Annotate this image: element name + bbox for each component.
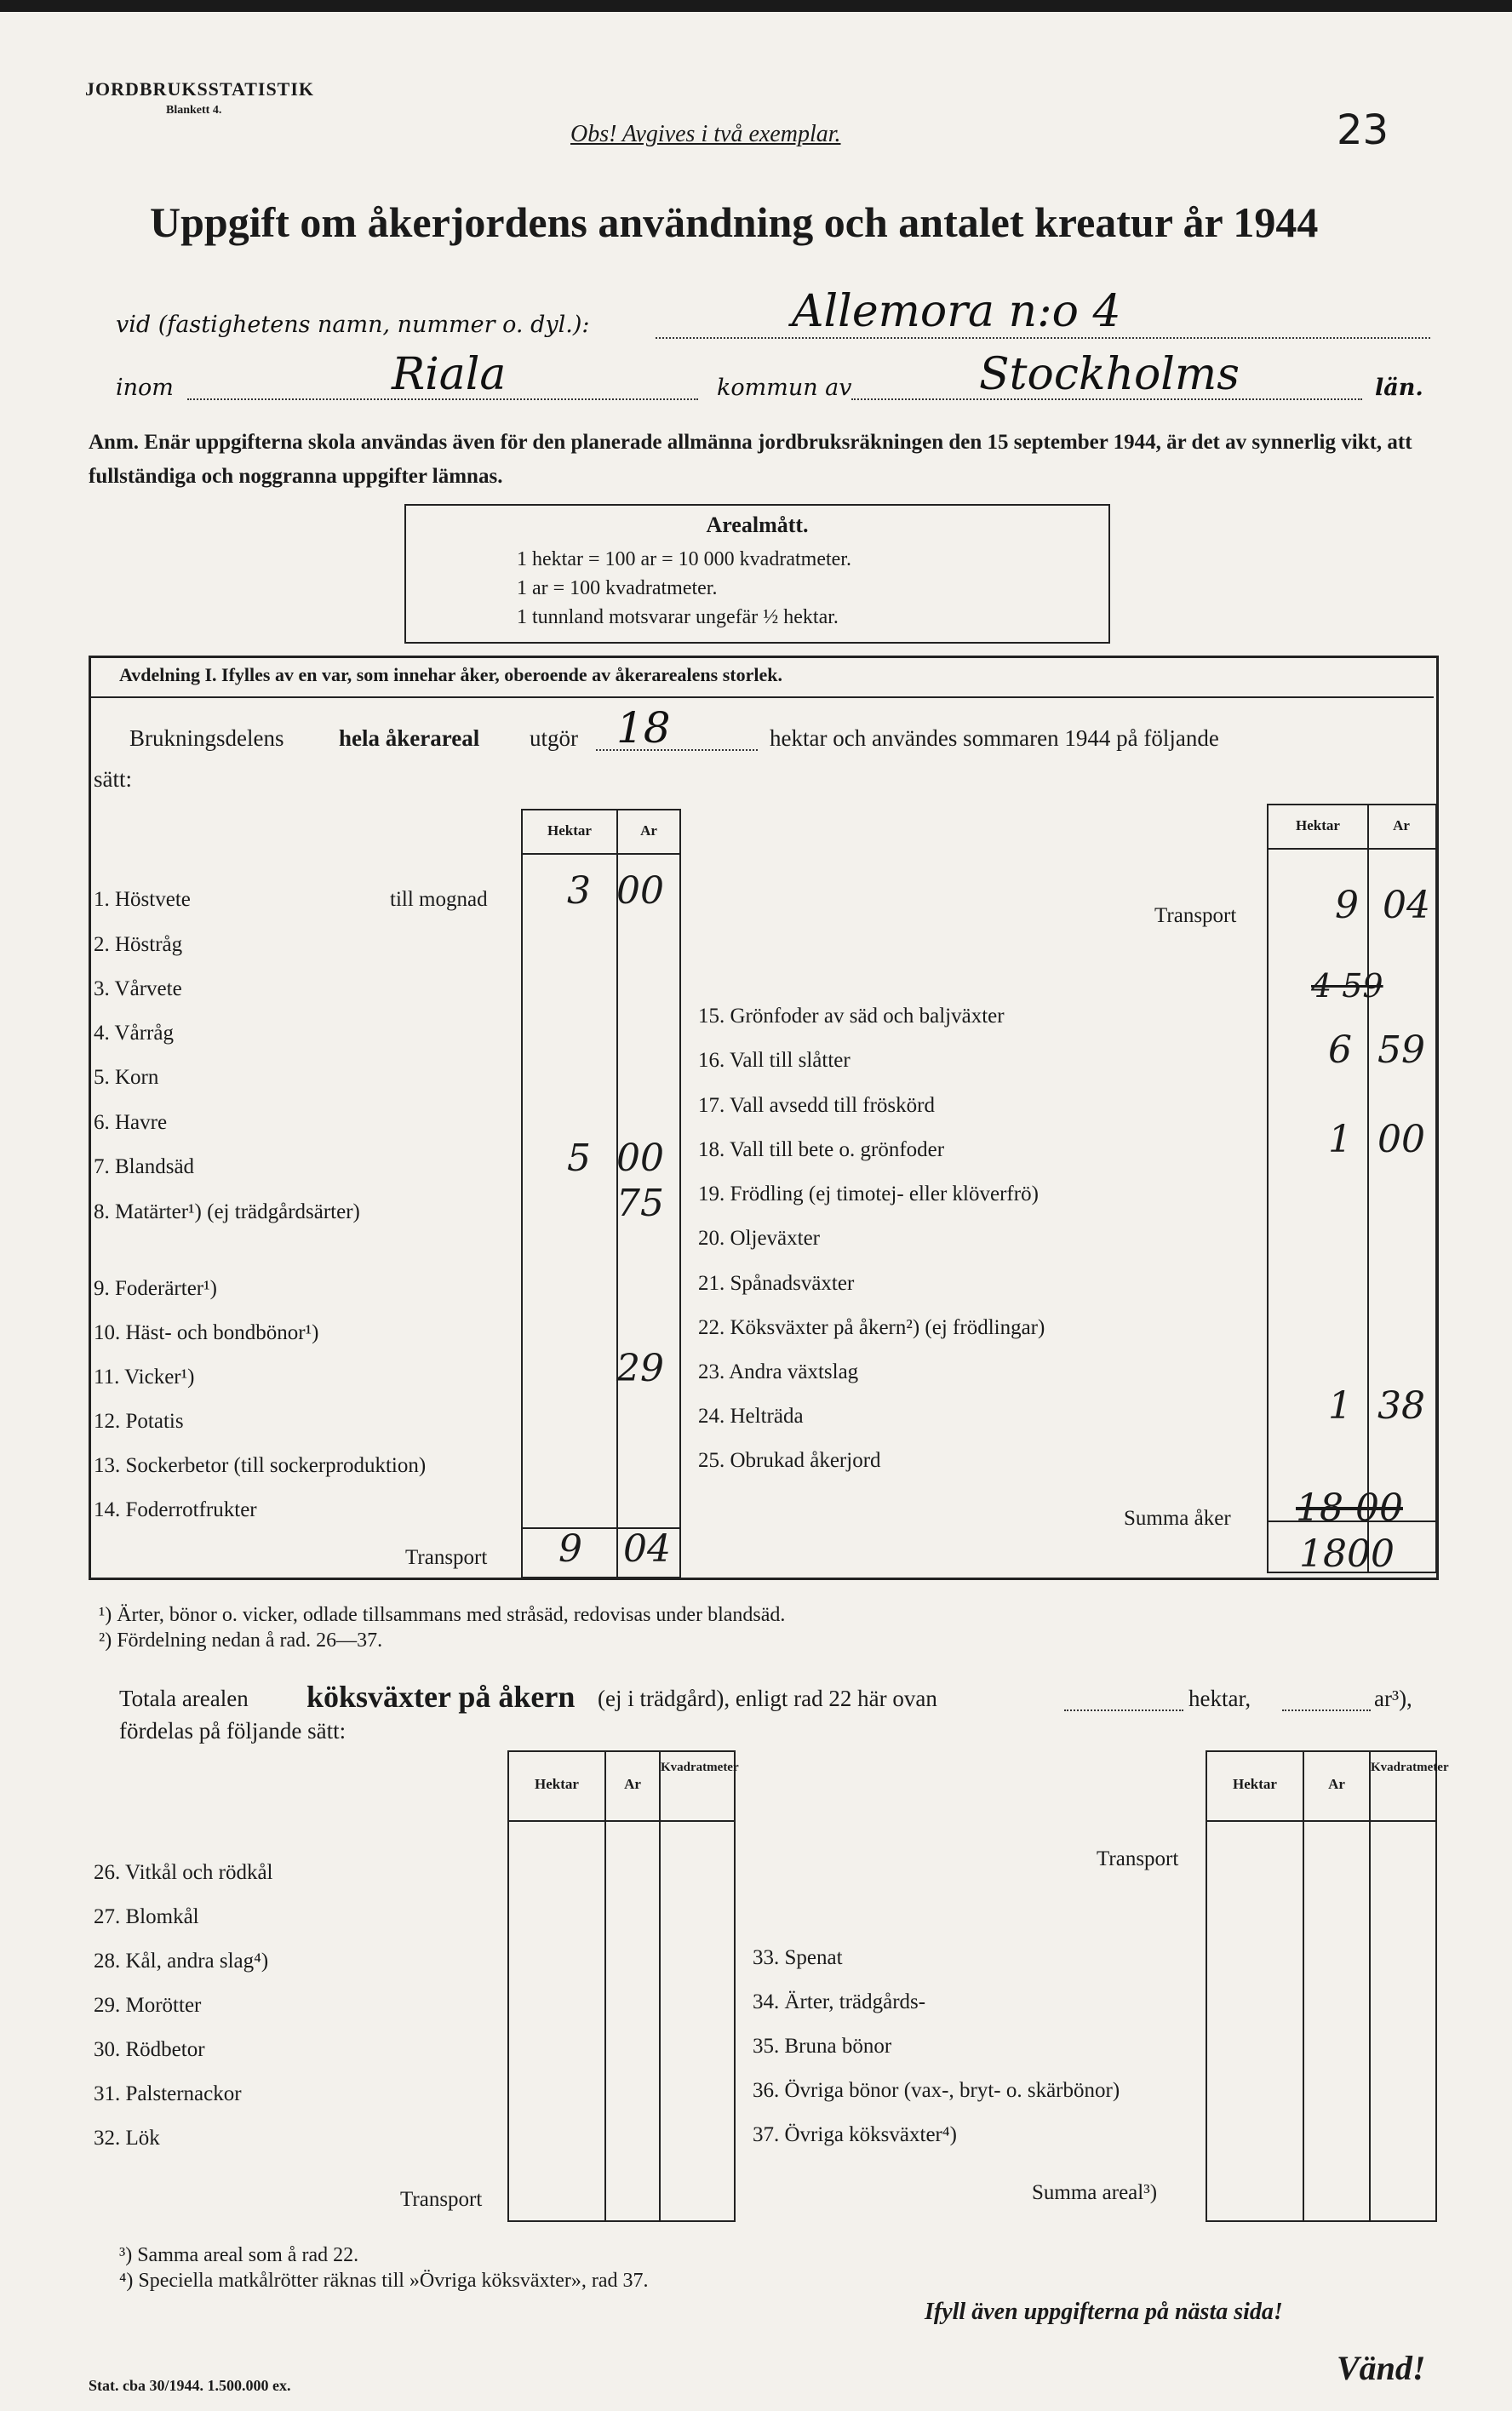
- summa-crossed: 18 00: [1296, 1486, 1403, 1530]
- table-row-label: 17. Vall avsedd till fröskörd: [698, 1094, 935, 1117]
- list-item: 35. Bruna bönor: [753, 2035, 892, 2058]
- right-crossed-value: 4 59: [1311, 967, 1383, 1005]
- kommun-label: kommun av: [717, 375, 852, 401]
- list-item: 28. Kål, andra slag⁴): [94, 1950, 269, 1973]
- form-id: Blankett 4.: [166, 104, 222, 117]
- intro-a: Brukningsdelens: [129, 725, 284, 751]
- till-mognad: till mognad: [390, 888, 488, 911]
- right-col-ar: Ar: [1393, 817, 1410, 833]
- ifyll-note: Ifyll även uppgifterna på nästa sida!: [925, 2299, 1283, 2325]
- table-row-label: 13. Sockerbetor (till sockerproduktion): [94, 1454, 427, 1477]
- vid-label: vid (fastighetens namn, nummer o. dyl.):: [116, 312, 590, 338]
- list-item: 26. Vitkål och rödkål: [94, 1861, 273, 1884]
- summa-value[interactable]: 1800: [1299, 1532, 1395, 1576]
- row-hektar-value[interactable]: 5: [567, 1137, 591, 1180]
- s2-hektar-line: [1064, 1709, 1183, 1711]
- vid-line: [656, 337, 1430, 339]
- arealmatt-line2: 1 ar = 100 kvadratmeter.: [517, 577, 718, 599]
- s2-right-col-kvm: Kvadratmeter: [1371, 1761, 1449, 1774]
- page-title: Uppgift om åkerjordens användning och antalet kreatur år 1944: [150, 198, 1319, 246]
- table-row-label: 24. Helträda: [698, 1405, 804, 1428]
- table-row-label: 21. Spånadsväxter: [698, 1272, 855, 1295]
- table-row-label: 10. Häst- och bondbönor¹): [94, 1321, 319, 1344]
- table-row-label: 11. Vicker¹): [94, 1366, 195, 1389]
- s2-intro-a: Totala arealen: [119, 1686, 249, 1711]
- footnote-4: ⁴) Speciella matkålrötter räknas till »Övriga köksväxter», rad 37.: [119, 2270, 649, 2292]
- table-row-label: 6. Havre: [94, 1111, 168, 1134]
- row-ar-value[interactable]: 29: [616, 1347, 664, 1390]
- intro-c: utgör: [530, 725, 578, 751]
- right-transport-hektar[interactable]: 9: [1335, 884, 1359, 927]
- s2-intro-e: ar³),: [1374, 1686, 1412, 1711]
- row-ar-value[interactable]: 59: [1377, 1028, 1425, 1072]
- s2-intro-f: fördelas på följande sätt:: [119, 1718, 346, 1744]
- vand-note: Vänd!: [1337, 2349, 1426, 2387]
- list-item: 36. Övriga bönor (vax-, bryt- o. skärbönor): [753, 2079, 1120, 2102]
- s2-left-col-kvm: Kvadratmeter: [661, 1761, 739, 1774]
- s2-left-table: [507, 1750, 739, 2222]
- table-row-label: 20. Oljeväxter: [698, 1227, 821, 1250]
- row-hektar-value[interactable]: 6: [1328, 1028, 1352, 1072]
- table-row-label: 4. Vårråg: [94, 1022, 174, 1045]
- s2-right-col-ar: Ar: [1328, 1776, 1345, 1792]
- list-item: 37. Övriga köksväxter⁴): [753, 2123, 957, 2146]
- arealmatt-line1: 1 hektar = 100 ar = 10 000 kvadratmeter.: [517, 548, 851, 570]
- footnote-3: ³) Samma areal som å rad 22.: [119, 2244, 359, 2266]
- left-transport-hektar[interactable]: 9: [558, 1527, 582, 1571]
- table-row-label: 18. Vall till bete o. grönfoder: [698, 1138, 945, 1161]
- list-item: 31. Palsternackor: [94, 2082, 242, 2105]
- arealmatt-line3: 1 tunnland motsvarar ungefär ½ hektar.: [517, 606, 839, 628]
- section1-title: Avdelning I. Ifylles av en var, som innehar åker, oberoende av åkerarealens storlek.: [119, 664, 782, 685]
- obs-note: Obs! Avgives i två exemplar.: [570, 121, 841, 147]
- inom-value[interactable]: Riala: [392, 349, 507, 400]
- table-row-label: 5. Korn: [94, 1066, 159, 1089]
- table-row-label: 7. Blandsäd: [94, 1155, 195, 1178]
- table-row-label: 15. Grönfoder av säd och baljväxter: [698, 1005, 1005, 1028]
- table-row-label: 8. Matärter¹) (ej trädgårdsärter): [94, 1200, 360, 1223]
- row-ar-value[interactable]: 38: [1377, 1384, 1425, 1428]
- form-number: 23: [1337, 106, 1389, 154]
- row-ar-value[interactable]: 00: [616, 1137, 664, 1180]
- left-col-hektar: Hektar: [547, 822, 592, 839]
- intro-b: hela åkerareal: [339, 725, 480, 751]
- table-row-label: 12. Potatis: [94, 1410, 184, 1433]
- s2-left-transport: Transport: [400, 2188, 483, 2211]
- footnote-1: ¹) Ärter, bönor o. vicker, odlade tillsammans med stråsäd, redovisas under blandsäd.: [99, 1604, 786, 1626]
- intro-e: sätt:: [94, 766, 132, 792]
- s2-intro-c: (ej i trädgård), enligt rad 22 här ovan: [598, 1686, 937, 1711]
- lan-label: län.: [1375, 375, 1423, 401]
- table-row-label: 1. Höstvete: [94, 888, 191, 911]
- table-row-label: 16. Vall till slåtter: [698, 1049, 850, 1072]
- list-item: 33. Spenat: [753, 1946, 843, 1969]
- s2-right-col-hektar: Hektar: [1233, 1776, 1277, 1792]
- list-item: 32. Lök: [94, 2127, 160, 2150]
- summa-label: Summa åker: [1124, 1507, 1231, 1530]
- table-row-label: 14. Foderrotfrukter: [94, 1498, 257, 1521]
- table-row-label: 25. Obrukad åkerjord: [698, 1449, 881, 1472]
- top-border: [0, 0, 1512, 12]
- s2-left-col-ar: Ar: [624, 1776, 641, 1792]
- s2-right-table: [1206, 1750, 1449, 2222]
- inom-label: inom: [116, 375, 174, 401]
- row-hektar-value[interactable]: 1: [1328, 1384, 1352, 1428]
- row-ar-value[interactable]: 75: [616, 1182, 664, 1225]
- arealmatt-box: [404, 504, 1110, 644]
- left-col-ar: Ar: [640, 822, 657, 839]
- intro-d: hektar och användes sommaren 1944 på följande: [770, 725, 1219, 751]
- row-hektar-value[interactable]: 1: [1328, 1118, 1352, 1161]
- s2-left-col-hektar: Hektar: [535, 1776, 579, 1792]
- right-transport-ar[interactable]: 04: [1383, 884, 1430, 927]
- arealmatt-title: Arealmått.: [706, 513, 809, 537]
- intro-value[interactable]: 18: [616, 703, 671, 753]
- table-row-label: 2. Höstråg: [94, 933, 183, 956]
- table-row-label: 3. Vårvete: [94, 977, 182, 1000]
- left-transport-ar[interactable]: 04: [623, 1527, 671, 1571]
- lan-value[interactable]: Stockholms: [979, 349, 1240, 400]
- list-item: 30. Rödbetor: [94, 2038, 205, 2061]
- s2-intro-d: hektar,: [1188, 1686, 1251, 1711]
- row-ar-value[interactable]: 00: [616, 869, 664, 913]
- right-col-hektar: Hektar: [1296, 817, 1340, 833]
- s2-intro-b: köksväxter på åkern: [306, 1680, 576, 1714]
- anm-note: Anm. Enär uppgifterna skola användas även för den planerade allmänna jordbruksräkningen den 15 september 1944, är det av synnerlig vikt, att fullständiga och noggranna uppgifter lämnas.: [89, 431, 1412, 488]
- list-item: 34. Ärter, trädgårds-: [753, 1990, 926, 2013]
- section1-rule: [89, 696, 1434, 698]
- s2-ar-line: [1282, 1709, 1371, 1711]
- table-row-label: 23. Andra växtslag: [698, 1360, 859, 1383]
- row-hektar-value[interactable]: 3: [567, 869, 591, 913]
- s2-summa: Summa areal³): [1032, 2181, 1158, 2204]
- table-row-label: 19. Frödling (ej timotej- eller klöverfrö): [698, 1183, 1039, 1206]
- list-item: 29. Morötter: [94, 1994, 202, 2017]
- list-item: 27. Blomkål: [94, 1905, 199, 1928]
- table-row-label: 22. Köksväxter på åkern²) (ej frödlingar): [698, 1316, 1045, 1339]
- vid-value[interactable]: Allemora n:o 4: [792, 286, 1121, 337]
- right-transport-label: Transport: [1154, 904, 1237, 927]
- left-transport-label: Transport: [405, 1546, 488, 1569]
- row-ar-value[interactable]: 00: [1377, 1118, 1425, 1161]
- agency-name: JORDBRUKSSTATISTIK: [85, 78, 315, 100]
- footnote-2: ²) Fördelning nedan å rad. 26—37.: [99, 1629, 383, 1652]
- table-row-label: 9. Foderärter¹): [94, 1277, 217, 1300]
- print-note: Stat. cba 30/1944. 1.500.000 ex.: [89, 2377, 291, 2394]
- s2-right-transport: Transport: [1097, 1847, 1179, 1870]
